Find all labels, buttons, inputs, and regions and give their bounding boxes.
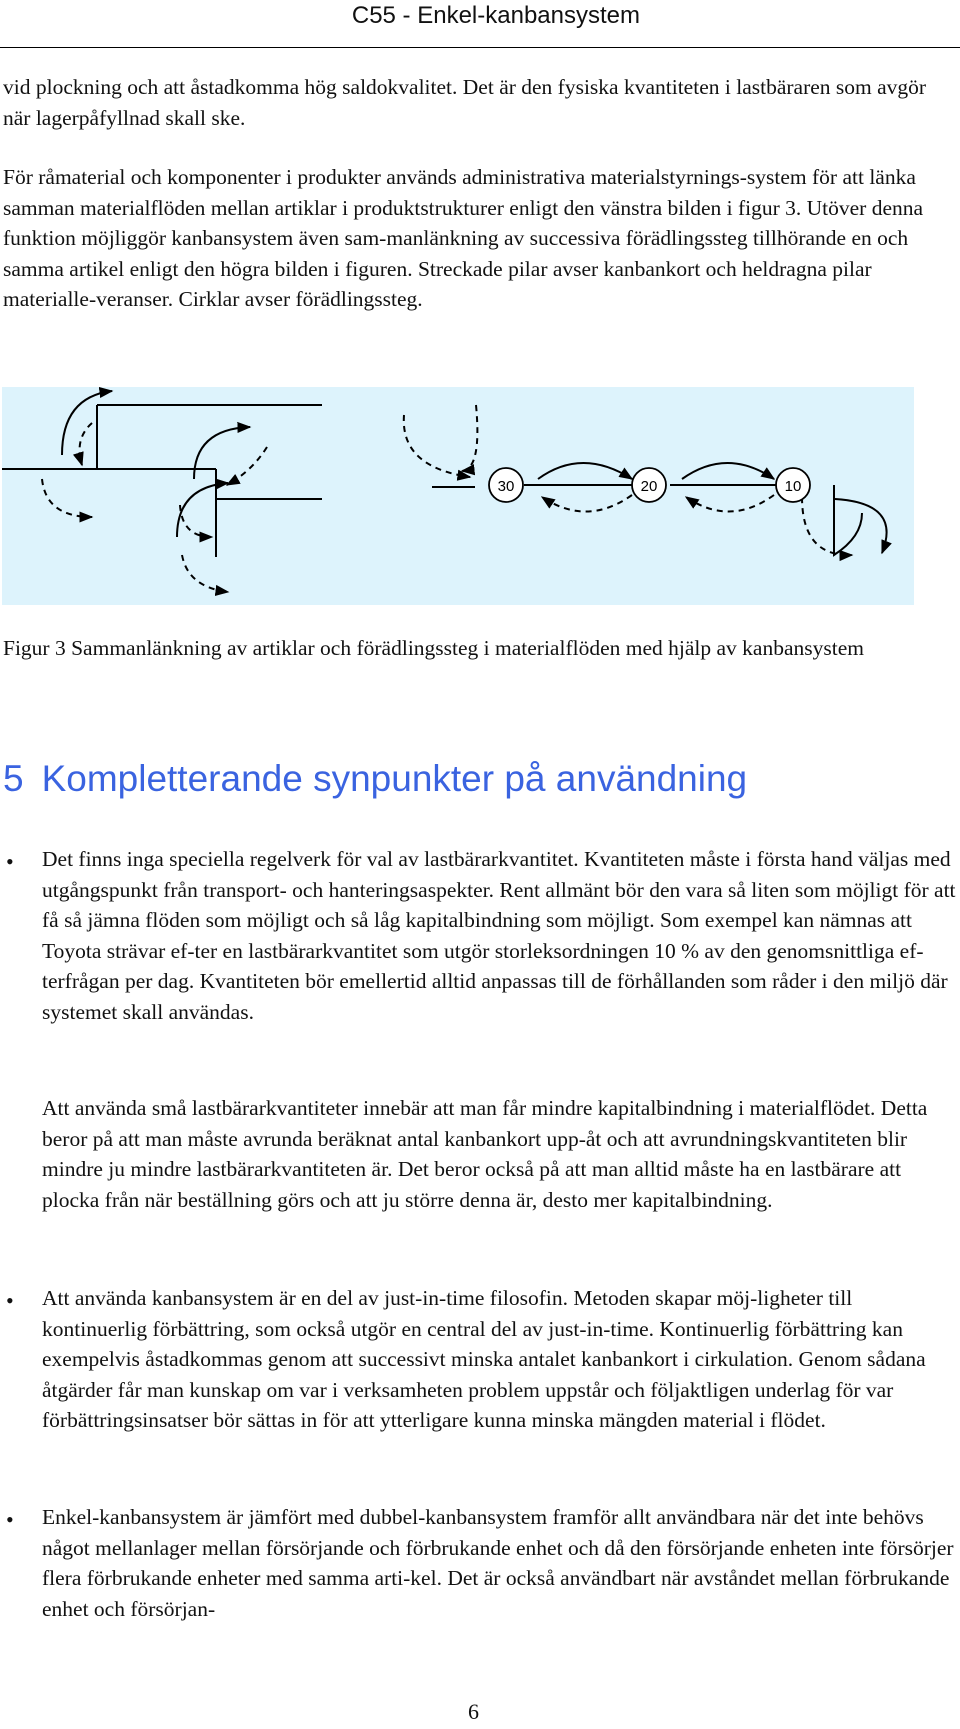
process-kanban-in — [462, 405, 477, 471]
step-label-30: 30 — [497, 478, 515, 495]
left-kanban-arrow-2 — [227, 447, 267, 485]
bullet-text: Att använda kanbansystem är en del av just-in-time filosofin. Metoden skapar möj-ligheter till kontinuerlig förbättring, som också utgör en central del av just-in-time. Kontinuerlig förbättring kan exempelvis åstadkommas genom att successivt minska antalet kanbankort i cirkulation. Genom sådana åtgärder får man kunskap om var i verksamheten problem uppstår och följaktligen underlag för var förbättringsinsatser bör sättas in för att ytterligare kunna minska mängden material i flödet. — [42, 1286, 926, 1432]
page-number: 6 — [468, 1699, 479, 1724]
left-kanban-arrow-3 — [42, 479, 92, 517]
step-label-10: 10 — [784, 478, 802, 495]
process-kanban-in-2 — [404, 415, 470, 477]
section-number: 5 — [3, 758, 24, 799]
left-middle-branch — [216, 499, 322, 557]
process-line-right — [834, 485, 862, 555]
left-kanban-arrow-5 — [182, 555, 228, 592]
figure-kanban-linkage — [2, 387, 914, 605]
material-arrow-30-20 — [538, 463, 632, 479]
left-material-arrow-3 — [177, 483, 228, 537]
step-label-20: 20 — [640, 478, 658, 495]
page-header — [0, 0, 960, 48]
process-step-30 — [489, 468, 523, 502]
left-upper-branch — [97, 405, 322, 469]
paragraph-material-control: För råmaterial och komponenter i produkter används administrativa materialstyrnings-system för att länka samman materialflöden mellan artiklar i produktstrukturer enligt den vänstra bilden i figur 3. Utöver denna funktion möjliggör kanbansystem även sam-manlänkning av successiva förädlingssteg tillhörande en och samma artikel enligt den högra bilden i figuren. Streckade pilar avser kanbankort och heldragna pilar materialle-veranser. Cirklar avser förädlingssteg. — [3, 165, 924, 311]
left-kanban-arrow-4 — [180, 505, 212, 537]
bullet-continuation-text: Att använda små lastbärarkvantiteter innebär att man får mindre kapitalbindning i materialflödet. Detta beror på att man måste avrunda beräknat antal kanbankort upp-åt och att avrundningskvantiteten blir mindre ju mindre lastbärarkvantiteten är. Det beror också på att man alltid måste ha en lastbärare att plocka från när beställning görs och att ju större denna är, desto mer kapitalbindning. — [42, 1096, 928, 1212]
left-material-arrow-2 — [194, 427, 250, 479]
figure-caption: Figur 3 Sammanlänkning av artiklar och förädlingssteg i materialflöden med hjälp av kanbansystem — [3, 636, 864, 660]
bullet-text: Enkel-kanbansystem är jämfört med dubbel-kanbansystem framför allt användbara när det inte behövs något mellanlager mellan försörjande och förbrukande enhet och då den försörjande enheten inte försörjer flera förbrukande enheter med samma arti-kel. Det är också användbart när avståndet mellan förbrukande enhet och försörjan- — [42, 1505, 954, 1621]
kanban-arrow-10-20 — [686, 495, 774, 512]
process-step-20 — [632, 468, 666, 502]
left-kanban-arrow-1 — [80, 423, 92, 465]
left-structure-diagram — [2, 391, 322, 592]
header-title: C55 - Enkel-kanbansystem — [351, 2, 640, 29]
kanban-arrow-20-30 — [542, 495, 632, 512]
section-title: Kompletterande synpunkter på användning — [41, 758, 748, 799]
figure-diagram — [2, 387, 914, 605]
section-heading — [3, 758, 747, 800]
bullet-text: Det finns inga speciella regelverk för val av lastbärarkvantitet. Kvantiteten måste i första hand väljas med utgångspunkt från transport- och hanteringsaspekter. Rent allmänt bör den vara så liten som möjligt för att få så jämna flöden som möjligt och så låg kapitalbindning som möjligt. Som exempel kan nämnas att Toyota strävar ef-ter en lastbärarkvantitet som utgör storleksordningen 10 % av den genomsnittliga ef-terfrågan per dag. Kvantiteten bör emellertid alltid anpassas till de förhållanden som råder i den miljö där systemet skall användas. — [42, 847, 956, 1024]
process-step-10 — [776, 468, 810, 502]
bullet-dot: • — [6, 1507, 14, 1532]
bullet-dot: • — [6, 1288, 14, 1313]
header-rule — [0, 47, 960, 48]
material-arrow-20-10 — [682, 463, 774, 479]
left-main-line — [2, 469, 216, 499]
bullet-dot: • — [6, 849, 14, 874]
left-material-arrow-1 — [62, 391, 112, 455]
paragraph-intro: vid plockning och att åstadkomma hög saldokvalitet. Det är den fysiska kvantiteten i lastbäraren som avgör när lagerpåfyllnad skall ske. — [3, 75, 927, 130]
